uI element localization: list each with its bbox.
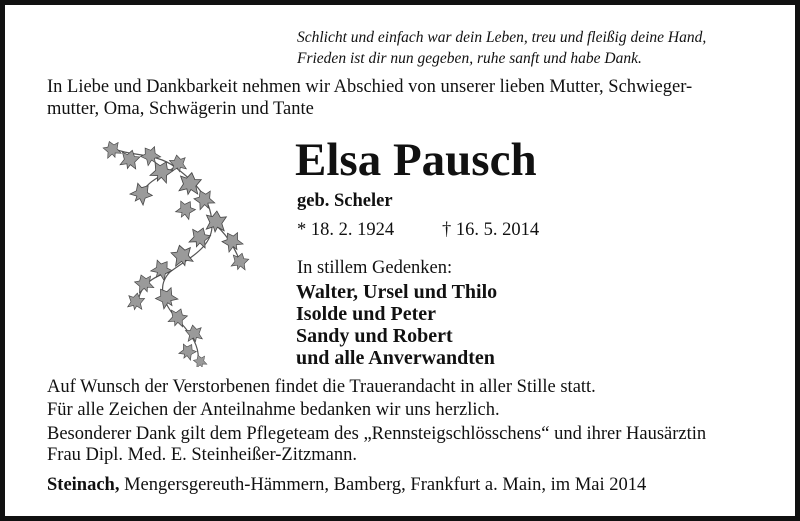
mourner-line: Walter, Ursel und Thilo — [296, 281, 498, 303]
closing-text — [47, 377, 763, 466]
closing-line: Auf Wunsch der Verstorbenen findet die Trauerandacht in aller Stille statt. — [47, 377, 596, 397]
motto-line: Schlicht und einfach war dein Leben, treu und fleißig deine Hand, — [297, 29, 707, 46]
place-rest: Mengersgereuth-Hämmern, Bamberg, Frankfurt a. Main, im Mai 2014 — [119, 475, 647, 495]
mourners-list — [296, 281, 497, 369]
mourner-line: und alle Anverwandten — [296, 347, 495, 369]
birth-date: * 18. 2. 1924 — [297, 220, 395, 240]
maiden-name: geb. Scheler — [297, 191, 393, 211]
mourner-line: Isolde und Peter — [296, 303, 436, 325]
life-dates — [297, 218, 540, 242]
closing-line: Für alle Zeichen der Anteilnahme bedanken wir uns herzlich. — [47, 400, 500, 421]
intro-line: In Liebe und Dankbarkeit nehmen wir Abschied von unserer lieben Mutter, Schwieger- — [47, 77, 693, 97]
place-and-date — [47, 474, 646, 496]
intro-line: mutter, Oma, Schwägerin und Tante — [47, 99, 314, 119]
closing-line: Besonderer Dank gilt dem Pflegeteam des „Rennsteigschlösschens“ und ihrer Hausärztin — [47, 423, 707, 444]
intro-text — [47, 76, 763, 120]
death-date: † 16. 5. 2014 — [442, 220, 540, 240]
remembrance-label: In stillem Gedenken: — [297, 258, 453, 278]
motto-line: Frieden ist dir nun gegeben, ruhe sanft und habe Dank. — [297, 50, 642, 67]
mourner-line: Sandy und Robert — [296, 325, 453, 347]
ivy-illustration — [100, 137, 250, 367]
place-town: Steinach, — [47, 475, 120, 495]
closing-line: Frau Dipl. Med. E. Steinheißer-Zitzmann. — [47, 444, 357, 465]
motto-verse — [297, 27, 767, 69]
deceased-name: Elsa Pausch — [295, 134, 537, 186]
